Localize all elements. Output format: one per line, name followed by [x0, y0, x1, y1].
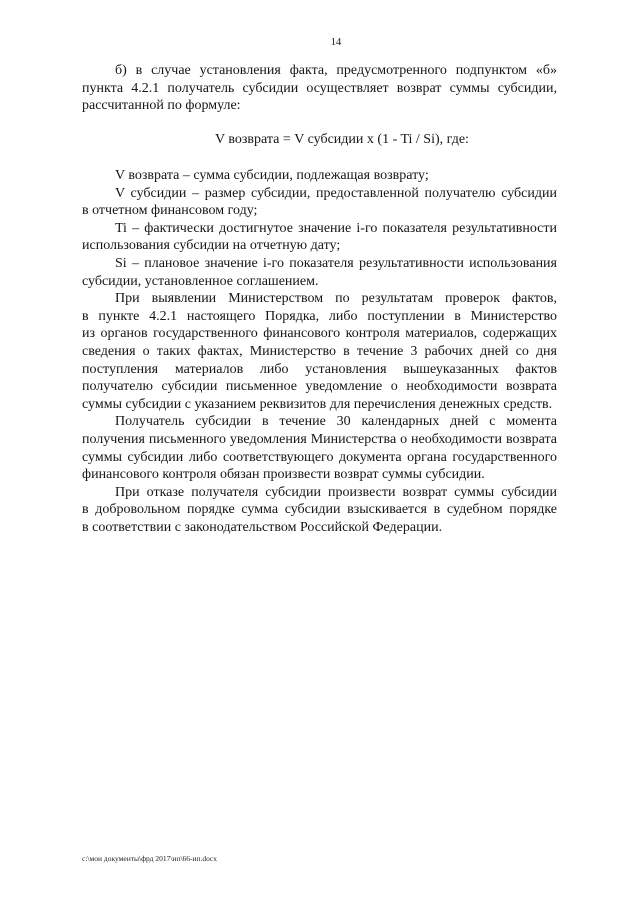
- page-number: 14: [330, 37, 342, 48]
- paragraph: [82, 220, 557, 255]
- paragraph-line: сведения о таких фактах, Министерство в течение 3 рабочих дней со дня: [82, 343, 557, 359]
- paragraph: [82, 185, 557, 220]
- paragraph-line: V возврата – сумма субсидии, подлежащая возврату;: [115, 168, 429, 183]
- paragraph-line: V субсидии – размер субсидии, предоставленной получателю субсидии: [115, 185, 557, 201]
- paragraph-line: в отчетном финансовом году;: [82, 203, 258, 219]
- paragraph: [82, 484, 557, 537]
- paragraph: [82, 255, 557, 290]
- document-body: [82, 167, 557, 536]
- paragraph-line: б) в случае установления факта, предусмотренного подпунктом «б»: [115, 63, 557, 78]
- paragraph-line: суммы субсидии с указанием реквизитов для перечисления денежных средств.: [82, 396, 553, 412]
- paragraph: [82, 413, 557, 483]
- paragraph-line: из органов государственного финансового контроля материалов, содержащих: [82, 326, 557, 342]
- paragraph-line: в пункте 4.2.1 настоящего Порядка, либо поступлении в Министерство: [82, 308, 557, 324]
- paragraph-line: Ti – фактически достигнутое значение i-го показателя результативности: [115, 220, 557, 236]
- paragraph-line: субсидии, установленное соглашением.: [82, 273, 319, 289]
- paragraph-line: в добровольном порядке сумма субсидии взыскивается в судебном порядке: [82, 502, 557, 518]
- paragraph-line: получения письменного уведомления Министерства о необходимости возврата: [82, 431, 557, 447]
- body-paragraphs: [82, 290, 557, 536]
- paragraph: [82, 167, 557, 185]
- file-path-footer: c:\мои документы\фрд 2017\ип\66-ип.docx: [82, 854, 217, 863]
- formula-definitions: [82, 167, 557, 290]
- paragraph-line: поступления материалов либо установления вышеуказанных фактов: [82, 361, 557, 377]
- refund-formula: V возврата = V субсидии x (1 - Ti / Si), где:: [215, 132, 469, 147]
- paragraph-line: в соответствии с законодательством Российской Федерации.: [82, 519, 443, 535]
- paragraph-line: использования субсидии на отчетную дату;: [82, 238, 341, 254]
- paragraph-line: Получатель субсидии в течение 30 календарных дней с момента: [115, 414, 557, 430]
- paragraph: [82, 62, 557, 115]
- paragraph-line: финансового контроля обязан произвести возврат суммы субсидии.: [82, 467, 485, 483]
- paragraph-line: получателю субсидии письменное уведомление о необходимости возврата: [82, 379, 557, 395]
- paragraph-line: суммы субсидии либо соответствующего документа органа государственного: [82, 449, 557, 465]
- paragraph-line: пункта 4.2.1 получатель субсидии осуществляет возврат суммы субсидии,: [82, 80, 557, 96]
- paragraph-line: При отказе получателя субсидии произвести возврат суммы субсидии: [115, 484, 557, 500]
- paragraph-line: Si – плановое значение i-го показателя результативности использования: [115, 255, 557, 271]
- intro-paragraph: [82, 62, 557, 115]
- paragraph: [82, 290, 557, 413]
- paragraph-line: При выявлении Министерством по результатам проверок фактов,: [115, 291, 557, 307]
- paragraph-line: рассчитанной по формуле:: [82, 98, 241, 114]
